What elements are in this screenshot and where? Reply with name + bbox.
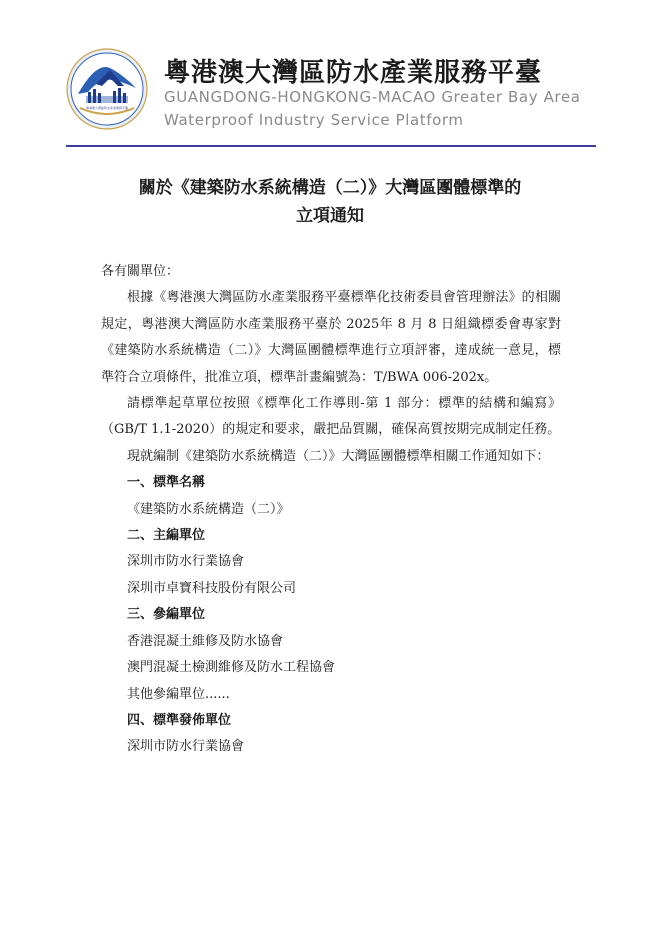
notice-body xyxy=(101,259,561,761)
list-item: 《建築防水系統構造（二）》 xyxy=(127,501,290,517)
section-heading-standard-name: 一、標準名稱 xyxy=(127,475,206,491)
notice-title-line1: 關於《建築防水系統構造（二）》大灣區團體標準的 xyxy=(138,178,522,198)
platform-title-english-line2: Waterproof Industry Service Platform xyxy=(164,111,464,129)
section-heading-co-editors: 三、參編單位 xyxy=(127,607,206,623)
platform-logo-icon xyxy=(66,48,148,130)
logo-caption: 粵港澳大灣區防水產業服務平臺 xyxy=(85,106,128,110)
list-item: 深圳市防水行業協會 xyxy=(127,739,245,755)
paragraph-basis: 根據《粵港澳大灣區防水產業服務平臺標準化技術委員會管理辦法》的相關規定，粵港澳大灣區防水產業服務平臺於 2025年 8 月 8 日組織標委會專家對《建築防水系統構造（二）》大灣區團體標準進行立項評審，達成統一意見，標準符合立項條件，批准立項，標準計畫編號為：T/BWA 006-202x。 xyxy=(101,290,561,385)
platform-title-chinese: 粵港澳大灣區防水產業服務平臺 xyxy=(164,58,543,88)
list-item: 澳門混凝土檢測維修及防水工程協會 xyxy=(127,660,336,676)
platform-title-english-line1: GUANGDONG-HONGKONG-MACAO Greater Bay Area xyxy=(164,88,581,106)
notice-title xyxy=(60,174,600,230)
section-heading-chief-editor: 二、主編單位 xyxy=(127,528,206,544)
paragraph-intro: 現就編制《建築防水系統構造（二）》大灣區團體標準相關工作通知如下： xyxy=(127,448,550,464)
section-heading-publisher: 四、標準發佈單位 xyxy=(127,712,232,728)
list-item: 深圳市卓寶科技股份有限公司 xyxy=(127,580,297,596)
list-item: 香港混凝土維修及防水協會 xyxy=(127,633,284,649)
page-header xyxy=(0,0,660,150)
header-divider xyxy=(66,145,596,147)
notice-title-line2: 立項通知 xyxy=(296,206,364,226)
salutation: 各有關單位： xyxy=(101,264,180,279)
paragraph-requirements: 請標準起草單位按照《標準化工作導則-第 1 部分：標準的結構和編寫》（GB/T 1.1-2020）的規定和要求，嚴把品質關，確保高質按期完成制定任務。 xyxy=(101,396,561,438)
list-item: 深圳市防水行業協會 xyxy=(127,554,245,570)
list-item: 其他參編單位...... xyxy=(127,686,230,702)
